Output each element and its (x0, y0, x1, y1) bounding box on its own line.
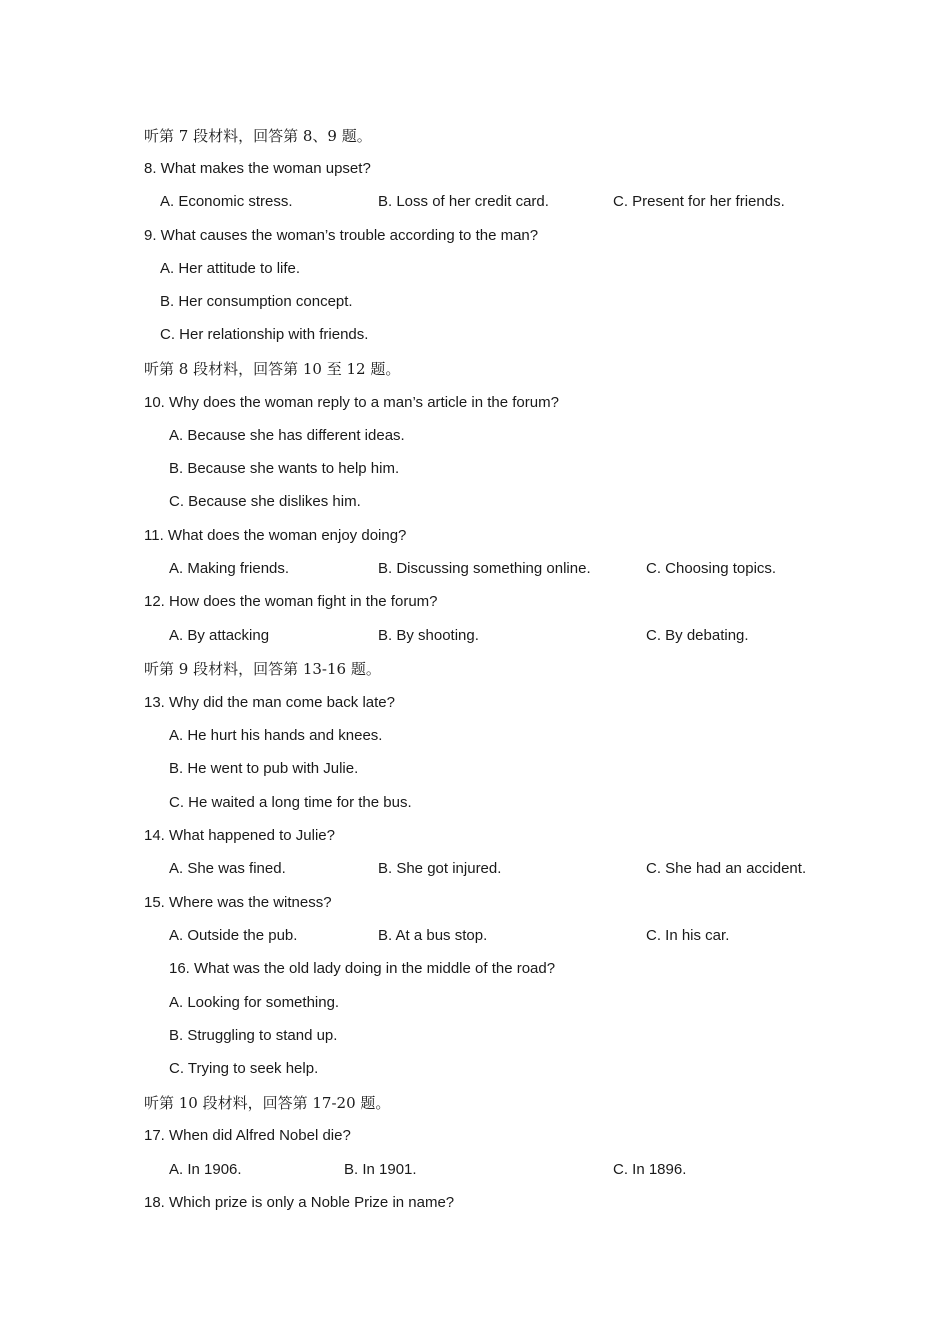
q17-option-b: B. In 1901. (344, 1161, 417, 1178)
question-11: 11. What does the woman enjoy doing? (144, 527, 407, 544)
q11-option-c: C. Choosing topics. (646, 560, 777, 577)
question-16: 16. What was the old lady doing in the middle of the road? (169, 960, 556, 977)
section-heading-7: 听第 7 段材料，回答第 8、9 题。 (144, 127, 372, 145)
question-12: 12. How does the woman fight in the forum? (144, 593, 438, 610)
q17-option-c: C. In 1896. (613, 1161, 687, 1178)
question-15: 15. Where was the witness? (144, 894, 332, 911)
q13-option-c: C. He waited a long time for the bus. (169, 794, 412, 811)
q17-option-a: A. In 1906. (169, 1161, 242, 1178)
question-10: 10. Why does the woman reply to a man’s article in the forum? (144, 394, 559, 411)
q8-option-a: A. Economic stress. (160, 193, 293, 210)
q16-option-a: A. Looking for something. (169, 994, 340, 1011)
q14-option-b: B. She got injured. (378, 860, 502, 877)
question-18: 18. Which prize is only a Noble Prize in name? (144, 1194, 455, 1211)
q13-option-a: A. He hurt his hands and knees. (169, 727, 383, 744)
section-heading-8: 听第 8 段材料，回答第 10 至 12 题。 (144, 360, 401, 378)
q15-option-a: A. Outside the pub. (169, 927, 298, 944)
q9-option-b: B. Her consumption concept. (160, 293, 353, 310)
q12-option-b: B. By shooting. (378, 627, 479, 644)
q10-option-a: A. Because she has different ideas. (169, 427, 405, 444)
q10-option-c: C. Because she dislikes him. (169, 493, 361, 510)
q11-option-a: A. Making friends. (169, 560, 290, 577)
question-17: 17. When did Alfred Nobel die? (144, 1127, 351, 1144)
q14-option-a: A. She was fined. (169, 860, 286, 877)
q15-option-c: C. In his car. (646, 927, 730, 944)
q16-option-c: C. Trying to seek help. (169, 1060, 319, 1077)
section-heading-10: 听第 10 段材料，回答第 17-20 题。 (144, 1094, 391, 1112)
q12-option-c: C. By debating. (646, 627, 749, 644)
q14-option-c: C. She had an accident. (646, 860, 807, 877)
q8-option-c: C. Present for her friends. (613, 193, 785, 210)
section-heading-9: 听第 9 段材料，回答第 13-16 题。 (144, 660, 381, 678)
q11-option-b: B. Discussing something online. (378, 560, 591, 577)
q12-option-a: A. By attacking (169, 627, 270, 644)
question-13: 13. Why did the man come back late? (144, 694, 395, 711)
question-14: 14. What happened to Julie? (144, 827, 335, 844)
q9-option-a: A. Her attitude to life. (160, 260, 301, 277)
question-8: 8. What makes the woman upset? (144, 160, 371, 177)
q10-option-b: B. Because she wants to help him. (169, 460, 400, 477)
q16-option-b: B. Struggling to stand up. (169, 1027, 338, 1044)
question-9: 9. What causes the woman’s trouble according to the man? (144, 227, 539, 244)
q8-option-b: B. Loss of her credit card. (378, 193, 549, 210)
q9-option-c: C. Her relationship with friends. (160, 326, 369, 343)
q15-option-b: B. At a bus stop. (378, 927, 488, 944)
q13-option-b: B. He went to pub with Julie. (169, 760, 359, 777)
